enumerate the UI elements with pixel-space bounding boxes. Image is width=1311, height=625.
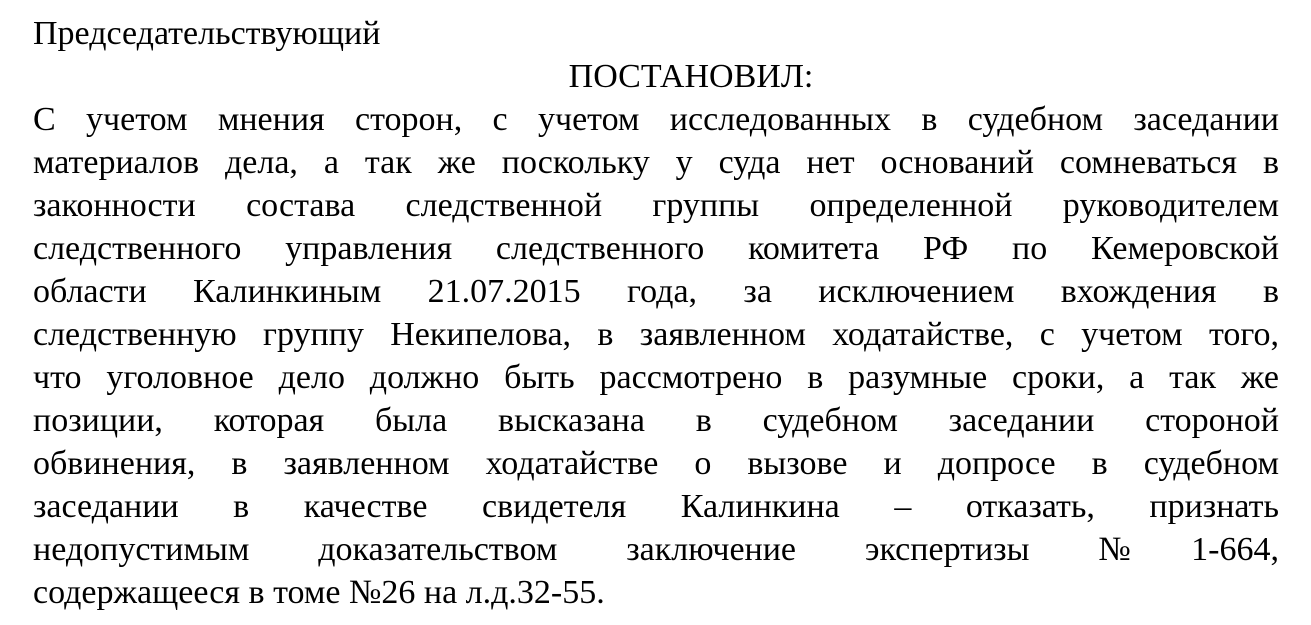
body-line: позиции, которая была высказана в судебном заседании стороной bbox=[33, 402, 1279, 439]
resolution-heading: ПОСТАНОВИЛ: bbox=[568, 58, 814, 95]
body-line: С учетом мнения сторон, с учетом исследованных в судебном заседании bbox=[33, 101, 1279, 138]
document-page bbox=[33, 12, 1279, 614]
body-line: обвинения, в заявленном ходатайстве о вызове и допросе в судебном bbox=[33, 445, 1279, 482]
body-line: области Калинкиным 21.07.2015 года, за исключением вхождения в bbox=[33, 273, 1279, 310]
resolution-body bbox=[33, 98, 1279, 614]
body-line: содержащееся в томе №26 на л.д.32-55. bbox=[33, 574, 605, 611]
speaker-label: Председательствующий bbox=[33, 15, 381, 52]
body-line: заседании в качестве свидетеля Калинкина – отказать, признать bbox=[33, 488, 1279, 525]
body-line: что уголовное дело должно быть рассмотрено в разумные сроки, а так же bbox=[33, 359, 1279, 396]
body-line: материалов дела, а так же поскольку у суда нет оснований сомневаться в bbox=[33, 144, 1279, 181]
body-line: законности состава следственной группы определенной руководителем bbox=[33, 187, 1279, 224]
body-line: следственного управления следственного комитета РФ по Кемеровской bbox=[33, 230, 1279, 267]
body-line: недопустимым доказательством заключение экспертизы №1-664, bbox=[33, 531, 1279, 568]
body-line: следственную группу Некипелова, в заявленном ходатайстве, с учетом того, bbox=[33, 316, 1279, 353]
